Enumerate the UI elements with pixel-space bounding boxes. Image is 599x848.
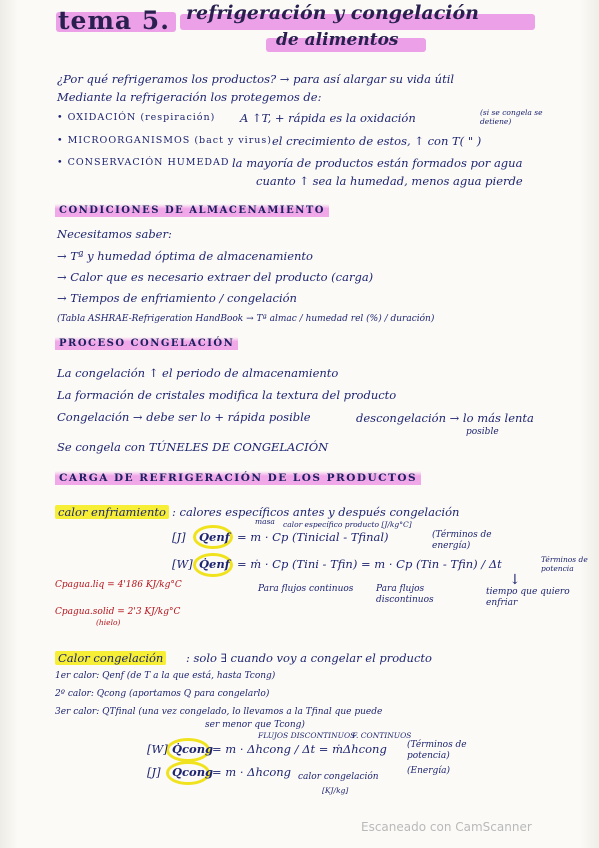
eq1-unit: [J]: [172, 530, 186, 544]
title-line-2: de alimentos: [276, 30, 399, 50]
calor-enf-text: : calores específicos antes y después congelación: [172, 505, 460, 519]
bullet-humedad-text: la mayoría de productos están formados por agua: [232, 156, 523, 170]
cong-line-4: Se congela con TÚNELES DE CONGELACIÓN: [57, 440, 329, 454]
eq4-unit: [J]: [147, 765, 161, 779]
flujos-continuos: Para flujos continuos: [258, 584, 354, 594]
section-almacenamiento: CONDICIONES DE ALMACENAMIENTO: [55, 204, 329, 217]
cong-line-3c: posible: [466, 427, 499, 437]
eq2-note: Términos de potencia: [541, 555, 588, 573]
flujos-discontinuos: Para flujos discontinuos: [376, 584, 434, 605]
eq4-mid: calor congelación: [298, 772, 379, 782]
bullet-oxidacion-note: (si se congela se detiene): [480, 108, 543, 126]
title-line-1: refrigeración y congelación: [186, 2, 479, 24]
calor-enf-label-text: calor enfriamiento: [55, 505, 169, 519]
almac-item-3: → Tiempos de enfriamiento / congelación: [57, 291, 297, 305]
calor-cong-label: [55, 651, 166, 665]
calor-enf-label: [55, 505, 169, 519]
eq2-rhs: = ṁ · Cp (Tini - Tfin) = m · Cp (Tin - Tfin) / Δt: [237, 557, 502, 571]
cong-line-1: La congelación ↑ el periodo de almacenamiento: [57, 366, 339, 380]
eq3-note: (Términos de potencia): [407, 740, 467, 761]
masa-note: masa: [255, 517, 275, 526]
bullet-humedad-label: • CONSERVACIÓN HUMEDAD: [57, 157, 230, 168]
eq4-note: (Energía): [407, 766, 451, 776]
eq1-note: (Términos de energía): [432, 530, 492, 551]
eq2-sym: Q̇enf: [199, 557, 230, 571]
camscanner-watermark: Escaneado con CamScanner: [361, 820, 532, 834]
eq3-sym: Q̇cong: [172, 742, 214, 756]
eq3-rhs: = m · Δhcong / Δt = ṁΔhcong: [212, 742, 387, 756]
almac-tabla: (Tabla ASHRAE-Refrigeration HandBook → Tª almac / humedad rel (%) / duración): [57, 314, 435, 324]
calor-3b: ser menor que Tcong): [205, 720, 305, 730]
cp-agua-solida: Cpagua.solid = 2'3 KJ/kg°C: [55, 607, 181, 617]
tema-label: tema 5.: [58, 6, 170, 35]
calor-cong-text: : solo ∃ cuando voy a congelar el producto: [186, 651, 432, 665]
intro-question: ¿Por qué refrigeramos los productos? → para así alargar su vida útil: [57, 72, 455, 86]
bullet-humedad-text-2: cuanto ↑ sea la humedad, menos agua pierde: [256, 174, 523, 188]
section-carga: CARGA DE REFRIGERACIÓN DE LOS PRODUCTOS: [55, 471, 421, 485]
cong-line-3b: descongelación → lo más lenta: [356, 411, 534, 425]
almac-item-2: → Calor que es necesario extraer del producto (carga): [57, 270, 374, 284]
intro-mediante: Mediante la refrigeración los protegemos de:: [57, 90, 322, 104]
tiempo-note: tiempo que quiero enfriar: [486, 587, 570, 608]
bullet-oxidacion-label: • OXIDACIÓN (respiración): [57, 112, 216, 123]
eq4-sym: Qcong: [172, 765, 214, 779]
calor-3: 3er calor: QTfinal (una vez congelado, lo llevamos a la Tfinal que puede: [55, 707, 383, 717]
cong-line-2: La formación de cristales modifica la textura del producto: [57, 388, 397, 402]
almac-intro: Necesitamos saber:: [57, 227, 172, 241]
arrow-down: ↓: [509, 572, 521, 588]
eq2-unit: [W]: [172, 557, 193, 571]
eq4-rhs: = m · Δhcong: [212, 765, 292, 779]
calor-1: 1er calor: Qenf (de T a la que está, hasta Tcong): [55, 671, 276, 681]
eq4-units: [KJ/kg]: [322, 786, 349, 795]
bullet-micro-label: • MICROORGANISMOS (bact y virus): [57, 135, 272, 146]
almac-item-1: → Tª y humedad óptima de almacenamiento: [57, 249, 313, 263]
eq3-unit: [W]: [147, 742, 168, 756]
calor-2: 2º calor: Qcong (aportamos Q para congelarlo): [55, 689, 270, 699]
flujos-disc-label: FLUJOS DISCONTINUOS: [258, 731, 356, 740]
bullet-micro-text: el crecimiento de estos, ↑ con T( " ): [272, 134, 482, 148]
flujos-cont-label: F. CONTINUOS: [352, 731, 412, 740]
cp-agua-liquida: Cpagua.liq = 4'186 KJ/kg°C: [55, 580, 182, 590]
calor-cong-label-text: Calor congelación: [55, 651, 166, 665]
cong-line-3: Congelación → debe ser lo + rápida posible: [57, 410, 311, 424]
hielo-note: (hielo): [96, 618, 121, 627]
cp-note: calor específico producto [J/kg°C]: [283, 520, 412, 529]
section-congelacion: PROCESO CONGELACIÓN: [55, 337, 238, 350]
eq1-rhs: = m · Cp (Tinicial - Tfinal): [237, 530, 389, 544]
eq1-sym: Qenf: [199, 530, 230, 544]
bullet-oxidacion-text: A ↑T, + rápida es la oxidación: [240, 111, 416, 125]
